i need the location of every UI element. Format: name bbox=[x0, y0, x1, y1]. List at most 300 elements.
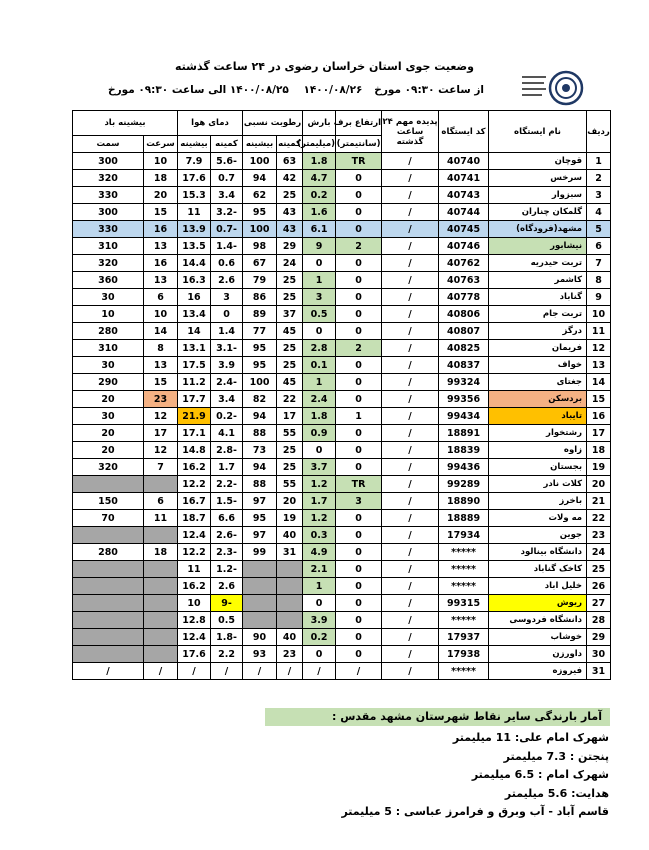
temp-max: 13.4 bbox=[178, 306, 211, 323]
col-temp-max: بیشینه bbox=[178, 136, 211, 153]
row-number: 27 bbox=[587, 595, 611, 612]
station-name: کاخک گناباد bbox=[489, 561, 587, 578]
wind-speed: 8 bbox=[144, 340, 178, 357]
rainfall: 1.7 bbox=[303, 493, 336, 510]
humidity-min: 55 bbox=[277, 425, 303, 442]
temp-max: 12.8 bbox=[178, 612, 211, 629]
snow-depth: 0 bbox=[336, 510, 382, 527]
humidity-min: / bbox=[277, 663, 303, 680]
humidity-min: 55 bbox=[277, 476, 303, 493]
humidity-min: 24 bbox=[277, 255, 303, 272]
humidity-max: 62 bbox=[243, 187, 277, 204]
humidity-max: 94 bbox=[243, 408, 277, 425]
wind-direction: 30 bbox=[73, 289, 144, 306]
snow-depth: 0 bbox=[336, 442, 382, 459]
station-name: رشتخوار bbox=[489, 425, 587, 442]
humidity-max: 86 bbox=[243, 289, 277, 306]
humidity-min: 25 bbox=[277, 357, 303, 374]
station-name: بجستان bbox=[489, 459, 587, 476]
humidity-min bbox=[277, 612, 303, 629]
wind-direction: 300 bbox=[73, 153, 144, 170]
station-name: گناباد bbox=[489, 289, 587, 306]
rainfall: 0 bbox=[303, 595, 336, 612]
wind-direction bbox=[73, 476, 144, 493]
snow-depth: 0 bbox=[336, 629, 382, 646]
temp-min: -1.4 bbox=[211, 238, 243, 255]
humidity-min: 40 bbox=[277, 527, 303, 544]
wind-direction: 20 bbox=[73, 442, 144, 459]
temp-max: 11.2 bbox=[178, 374, 211, 391]
table-row bbox=[73, 204, 611, 221]
rainfall: 1.2 bbox=[303, 510, 336, 527]
wind-speed: 18 bbox=[144, 170, 178, 187]
row-number: 13 bbox=[587, 357, 611, 374]
phenomenon: / bbox=[382, 544, 439, 561]
temp-min: 3.4 bbox=[211, 391, 243, 408]
col-wind-dir: سمت bbox=[73, 136, 144, 153]
station-code: 40746 bbox=[439, 238, 489, 255]
phenomenon: / bbox=[382, 595, 439, 612]
wind-speed: 12 bbox=[144, 442, 178, 459]
table-row bbox=[73, 510, 611, 527]
meteorological-organization-logo-icon bbox=[520, 68, 580, 108]
humidity-min: 43 bbox=[277, 221, 303, 238]
weather-table-body bbox=[73, 153, 611, 680]
col-phenomenon: پدیده مهم ۲۴ ساعت گذشته bbox=[382, 111, 439, 153]
phenomenon: / bbox=[382, 391, 439, 408]
rainfall: 0.3 bbox=[303, 527, 336, 544]
note-line: هدایت: 5.6 میلیمتر bbox=[504, 786, 609, 800]
snow-depth: 0 bbox=[336, 391, 382, 408]
row-number: 28 bbox=[587, 612, 611, 629]
row-number: 15 bbox=[587, 391, 611, 408]
wind-direction: 310 bbox=[73, 340, 144, 357]
humidity-min: 25 bbox=[277, 272, 303, 289]
snow-depth: TR bbox=[336, 476, 382, 493]
table-row bbox=[73, 595, 611, 612]
wind-direction: 280 bbox=[73, 323, 144, 340]
station-name: خواف bbox=[489, 357, 587, 374]
temp-max: 12.4 bbox=[178, 527, 211, 544]
rainfall: 2.1 bbox=[303, 561, 336, 578]
station-name: سرخس bbox=[489, 170, 587, 187]
humidity-max: 90 bbox=[243, 629, 277, 646]
humidity-max: 94 bbox=[243, 459, 277, 476]
temp-min: -2.2 bbox=[211, 476, 243, 493]
humidity-max bbox=[243, 578, 277, 595]
row-number: 31 bbox=[587, 663, 611, 680]
wind-speed: 11 bbox=[144, 510, 178, 527]
row-number: 25 bbox=[587, 561, 611, 578]
humidity-min: 43 bbox=[277, 204, 303, 221]
phenomenon: / bbox=[382, 323, 439, 340]
station-name: جوین bbox=[489, 527, 587, 544]
wind-direction bbox=[73, 595, 144, 612]
row-number: 14 bbox=[587, 374, 611, 391]
row-number: 21 bbox=[587, 493, 611, 510]
wind-speed: 13 bbox=[144, 238, 178, 255]
temp-min: / bbox=[211, 663, 243, 680]
station-code: 99356 bbox=[439, 391, 489, 408]
snow-depth: 2 bbox=[336, 238, 382, 255]
row-number: 10 bbox=[587, 306, 611, 323]
wind-direction bbox=[73, 578, 144, 595]
table-row bbox=[73, 578, 611, 595]
humidity-min: 25 bbox=[277, 289, 303, 306]
col-snow-unit: (سانتیمتر) bbox=[336, 136, 382, 153]
wind-direction: 150 bbox=[73, 493, 144, 510]
station-code: 18839 bbox=[439, 442, 489, 459]
note-line: قاسم آباد - آب وبرق و فرامرز عباسی : 5 میلیمتر bbox=[341, 805, 609, 818]
table-row bbox=[73, 374, 611, 391]
station-code: ***** bbox=[439, 612, 489, 629]
row-number: 11 bbox=[587, 323, 611, 340]
col-temp: دمای هوا bbox=[178, 111, 243, 136]
humidity-min: 40 bbox=[277, 629, 303, 646]
table-row bbox=[73, 561, 611, 578]
station-code: 17934 bbox=[439, 527, 489, 544]
table-row bbox=[73, 221, 611, 238]
wind-speed bbox=[144, 561, 178, 578]
col-humidity-min: کمینه bbox=[277, 136, 303, 153]
temp-max: 7.9 bbox=[178, 153, 211, 170]
station-code: ***** bbox=[439, 578, 489, 595]
station-code: 99315 bbox=[439, 595, 489, 612]
row-number: 26 bbox=[587, 578, 611, 595]
row-number: 6 bbox=[587, 238, 611, 255]
phenomenon: / bbox=[382, 255, 439, 272]
rainfall: 3.9 bbox=[303, 612, 336, 629]
station-name: فریمان bbox=[489, 340, 587, 357]
temp-max: 17.5 bbox=[178, 357, 211, 374]
row-number: 4 bbox=[587, 204, 611, 221]
phenomenon: / bbox=[382, 153, 439, 170]
station-name: داورزن bbox=[489, 646, 587, 663]
col-wind: بیشینه باد bbox=[73, 111, 178, 136]
temp-max: 10 bbox=[178, 595, 211, 612]
col-station-name: نام ایستگاه bbox=[489, 111, 587, 153]
wind-direction: 310 bbox=[73, 238, 144, 255]
humidity-min: 25 bbox=[277, 340, 303, 357]
table-row bbox=[73, 306, 611, 323]
wind-speed: 15 bbox=[144, 204, 178, 221]
col-humidity: رطوبت نسبی bbox=[243, 111, 303, 136]
station-name: مشهد(فرودگاه) bbox=[489, 221, 587, 238]
station-code: 99436 bbox=[439, 459, 489, 476]
table-row bbox=[73, 527, 611, 544]
humidity-max: 100 bbox=[243, 374, 277, 391]
temp-max: 13.1 bbox=[178, 340, 211, 357]
humidity-max: 88 bbox=[243, 476, 277, 493]
rainfall: 0 bbox=[303, 646, 336, 663]
wind-speed bbox=[144, 629, 178, 646]
table-row bbox=[73, 544, 611, 561]
humidity-max bbox=[243, 612, 277, 629]
phenomenon: / bbox=[382, 527, 439, 544]
rainfall: 1.8 bbox=[303, 408, 336, 425]
table-row bbox=[73, 340, 611, 357]
humidity-max: 95 bbox=[243, 357, 277, 374]
rainfall: 1.8 bbox=[303, 153, 336, 170]
row-number: 20 bbox=[587, 476, 611, 493]
temp-min: -0.2 bbox=[211, 408, 243, 425]
station-code: 99434 bbox=[439, 408, 489, 425]
rainfall: 2.8 bbox=[303, 340, 336, 357]
humidity-min: 20 bbox=[277, 493, 303, 510]
temp-min: -2.3 bbox=[211, 544, 243, 561]
humidity-min: 25 bbox=[277, 442, 303, 459]
phenomenon: / bbox=[382, 629, 439, 646]
rainfall: 2.4 bbox=[303, 391, 336, 408]
humidity-max: 89 bbox=[243, 306, 277, 323]
note-line: پنجتن : 7.3 میلیمتر bbox=[503, 749, 609, 763]
wind-speed: 10 bbox=[144, 306, 178, 323]
phenomenon: / bbox=[382, 663, 439, 680]
humidity-max: 77 bbox=[243, 323, 277, 340]
row-number: 3 bbox=[587, 187, 611, 204]
temp-min: 1.7 bbox=[211, 459, 243, 476]
temp-max: 16.2 bbox=[178, 459, 211, 476]
wind-speed bbox=[144, 646, 178, 663]
temp-max: 17.6 bbox=[178, 646, 211, 663]
wind-direction: 290 bbox=[73, 374, 144, 391]
temp-max: 16.2 bbox=[178, 578, 211, 595]
temp-min: 2.6 bbox=[211, 272, 243, 289]
phenomenon: / bbox=[382, 306, 439, 323]
table-row bbox=[73, 255, 611, 272]
temp-min: 0.7 bbox=[211, 170, 243, 187]
wind-speed: 17 bbox=[144, 425, 178, 442]
rainfall: 1.6 bbox=[303, 204, 336, 221]
humidity-max: 99 bbox=[243, 544, 277, 561]
col-rain-unit: (میلیمتر) bbox=[303, 136, 336, 153]
col-rain: بارش bbox=[303, 111, 336, 136]
temp-min: -2.6 bbox=[211, 527, 243, 544]
row-number: 8 bbox=[587, 272, 611, 289]
temp-max: / bbox=[178, 663, 211, 680]
snow-depth: 0 bbox=[336, 272, 382, 289]
station-code: 99324 bbox=[439, 374, 489, 391]
wind-speed bbox=[144, 595, 178, 612]
wind-direction: 300 bbox=[73, 204, 144, 221]
row-number: 16 bbox=[587, 408, 611, 425]
table-row bbox=[73, 408, 611, 425]
humidity-max bbox=[243, 561, 277, 578]
rainfall: 1 bbox=[303, 272, 336, 289]
phenomenon: / bbox=[382, 357, 439, 374]
table-row bbox=[73, 187, 611, 204]
wind-direction: 30 bbox=[73, 357, 144, 374]
table-row bbox=[73, 289, 611, 306]
rainfall: 6.1 bbox=[303, 221, 336, 238]
station-code: ***** bbox=[439, 663, 489, 680]
snow-depth: 0 bbox=[336, 255, 382, 272]
temp-max: 12.2 bbox=[178, 544, 211, 561]
station-name: تربت حیدریه bbox=[489, 255, 587, 272]
humidity-max: 67 bbox=[243, 255, 277, 272]
row-number: 1 bbox=[587, 153, 611, 170]
wind-direction bbox=[73, 646, 144, 663]
wind-speed: 13 bbox=[144, 357, 178, 374]
snow-depth: 0 bbox=[336, 323, 382, 340]
wind-direction: 70 bbox=[73, 510, 144, 527]
temp-min: -1.8 bbox=[211, 629, 243, 646]
station-name: دانشگاه بینالود bbox=[489, 544, 587, 561]
wind-direction: 20 bbox=[73, 391, 144, 408]
temp-min: 1.4 bbox=[211, 323, 243, 340]
phenomenon: / bbox=[382, 493, 439, 510]
wind-direction: 320 bbox=[73, 459, 144, 476]
temp-min: -1.2 bbox=[211, 561, 243, 578]
phenomenon: / bbox=[382, 340, 439, 357]
humidity-max: 82 bbox=[243, 391, 277, 408]
table-row bbox=[73, 170, 611, 187]
page-title: وضعیت جوی استان خراسان رضوی در ۲۴ ساعت گذشته bbox=[174, 60, 475, 73]
humidity-min bbox=[277, 578, 303, 595]
temp-min: 2.2 bbox=[211, 646, 243, 663]
wind-speed bbox=[144, 527, 178, 544]
station-name: درگز bbox=[489, 323, 587, 340]
station-name: کاشمر bbox=[489, 272, 587, 289]
wind-direction: 330 bbox=[73, 221, 144, 238]
temp-max: 12.4 bbox=[178, 629, 211, 646]
col-wind-speed: سرعت bbox=[144, 136, 178, 153]
rainfall: 0 bbox=[303, 255, 336, 272]
temp-max: 12.2 bbox=[178, 476, 211, 493]
table-row bbox=[73, 459, 611, 476]
phenomenon: / bbox=[382, 238, 439, 255]
humidity-max: 100 bbox=[243, 153, 277, 170]
snow-depth: 0 bbox=[336, 289, 382, 306]
wind-speed: 20 bbox=[144, 187, 178, 204]
station-code: 40837 bbox=[439, 357, 489, 374]
temp-min: 3 bbox=[211, 289, 243, 306]
humidity-max: / bbox=[243, 663, 277, 680]
snow-depth: / bbox=[336, 663, 382, 680]
station-code: 17937 bbox=[439, 629, 489, 646]
humidity-max: 93 bbox=[243, 646, 277, 663]
snow-depth: 0 bbox=[336, 425, 382, 442]
rainfall: 4.7 bbox=[303, 170, 336, 187]
station-name: زاوه bbox=[489, 442, 587, 459]
snow-depth: 0 bbox=[336, 187, 382, 204]
humidity-min: 45 bbox=[277, 323, 303, 340]
temp-max: 14.8 bbox=[178, 442, 211, 459]
temp-max: 13.9 bbox=[178, 221, 211, 238]
temp-min: -3.1 bbox=[211, 340, 243, 357]
temp-min: -9 bbox=[211, 595, 243, 612]
phenomenon: / bbox=[382, 561, 439, 578]
phenomenon: / bbox=[382, 442, 439, 459]
wind-speed: 6 bbox=[144, 493, 178, 510]
rainfall: 3 bbox=[303, 289, 336, 306]
rainfall: 0.1 bbox=[303, 357, 336, 374]
humidity-max: 94 bbox=[243, 170, 277, 187]
snow-depth: 0 bbox=[336, 357, 382, 374]
phenomenon: / bbox=[382, 459, 439, 476]
phenomenon: / bbox=[382, 510, 439, 527]
phenomenon: / bbox=[382, 578, 439, 595]
table-row bbox=[73, 153, 611, 170]
rainfall: 0 bbox=[303, 323, 336, 340]
snow-depth: 0 bbox=[336, 204, 382, 221]
wind-speed bbox=[144, 476, 178, 493]
phenomenon: / bbox=[382, 221, 439, 238]
row-number: 29 bbox=[587, 629, 611, 646]
humidity-min bbox=[277, 561, 303, 578]
temp-min: 0 bbox=[211, 306, 243, 323]
snow-depth: 0 bbox=[336, 221, 382, 238]
temp-min: -2.8 bbox=[211, 442, 243, 459]
rainfall: 3.7 bbox=[303, 459, 336, 476]
wind-direction: 280 bbox=[73, 544, 144, 561]
humidity-min bbox=[277, 595, 303, 612]
humidity-min: 31 bbox=[277, 544, 303, 561]
humidity-min: 17 bbox=[277, 408, 303, 425]
humidity-max: 98 bbox=[243, 238, 277, 255]
wind-direction: 30 bbox=[73, 408, 144, 425]
temp-max: 16.7 bbox=[178, 493, 211, 510]
row-number: 9 bbox=[587, 289, 611, 306]
wind-speed: 10 bbox=[144, 153, 178, 170]
temp-max: 11 bbox=[178, 561, 211, 578]
station-name: تربت جام bbox=[489, 306, 587, 323]
humidity-min: 23 bbox=[277, 646, 303, 663]
col-row: ردیف bbox=[587, 111, 611, 153]
temp-min: 6.6 bbox=[211, 510, 243, 527]
temp-max: 16 bbox=[178, 289, 211, 306]
rainfall: 9 bbox=[303, 238, 336, 255]
row-number: 30 bbox=[587, 646, 611, 663]
station-name: بردسکن bbox=[489, 391, 587, 408]
snow-depth: 0 bbox=[336, 646, 382, 663]
col-temp-min: کمینه bbox=[211, 136, 243, 153]
snow-depth: 0 bbox=[336, 561, 382, 578]
wind-speed: 23 bbox=[144, 391, 178, 408]
phenomenon: / bbox=[382, 476, 439, 493]
phenomenon: / bbox=[382, 408, 439, 425]
humidity-min: 63 bbox=[277, 153, 303, 170]
snow-depth: 0 bbox=[336, 527, 382, 544]
station-code: 40763 bbox=[439, 272, 489, 289]
station-name: نیشابور bbox=[489, 238, 587, 255]
wind-speed: 13 bbox=[144, 272, 178, 289]
wind-speed: / bbox=[144, 663, 178, 680]
rainfall: 0.2 bbox=[303, 629, 336, 646]
station-name: جغتای bbox=[489, 374, 587, 391]
wind-direction bbox=[73, 612, 144, 629]
temp-max: 14 bbox=[178, 323, 211, 340]
range-to-text: ۱۴۰۰/۰۸/۲۵ الی ساعت ۰۹:۳۰ مورخ bbox=[108, 84, 289, 96]
station-name: خوشاب bbox=[489, 629, 587, 646]
temp-max: 17.7 bbox=[178, 391, 211, 408]
table-row bbox=[73, 646, 611, 663]
station-name: فیروزه bbox=[489, 663, 587, 680]
row-number: 22 bbox=[587, 510, 611, 527]
row-number: 17 bbox=[587, 425, 611, 442]
phenomenon: / bbox=[382, 187, 439, 204]
row-number: 18 bbox=[587, 442, 611, 459]
table-row bbox=[73, 612, 611, 629]
temp-min: 3.9 bbox=[211, 357, 243, 374]
col-snow: ارتفاع برف bbox=[336, 111, 382, 136]
wind-speed: 16 bbox=[144, 221, 178, 238]
temp-min: 0.6 bbox=[211, 255, 243, 272]
temp-min: 3.4 bbox=[211, 187, 243, 204]
temp-min: -0.7 bbox=[211, 221, 243, 238]
wind-direction: 360 bbox=[73, 272, 144, 289]
snow-depth: 2 bbox=[336, 340, 382, 357]
